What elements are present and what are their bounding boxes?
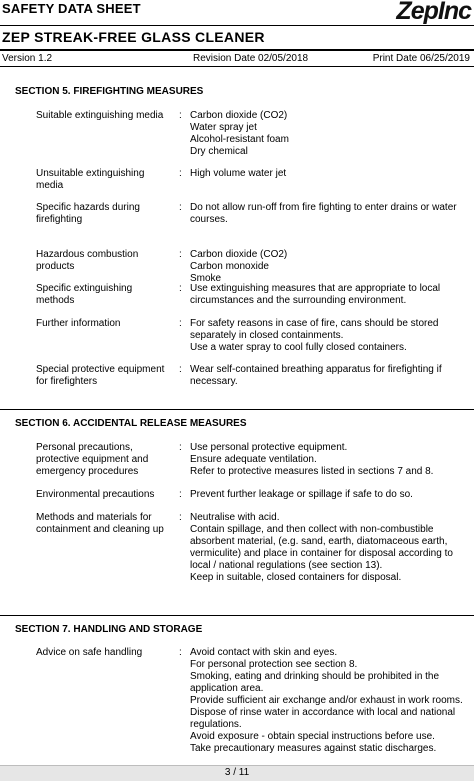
property-value-line: Wear self-contained breathing apparatus for firefighting if	[190, 364, 442, 375]
property-value-line: Keep in suitable, closed containers for disposal.	[190, 572, 402, 583]
property-value-line: Ensure adequate ventilation.	[190, 454, 317, 465]
property-value-line: local / national regulations (see section 13).	[190, 560, 383, 571]
property-label-line: Specific extinguishing	[36, 283, 133, 294]
property-value-line: Refer to protective measures listed in sections 7 and 8.	[190, 466, 434, 477]
property-value-line: Carbon dioxide (CO2)	[190, 249, 288, 260]
property-value-line: Take precautionary measures against static discharges.	[190, 743, 437, 754]
property-label-line: emergency procedures	[36, 466, 139, 477]
product-rule	[0, 49, 474, 51]
property-value-line: Dry chemical	[190, 146, 248, 157]
logo-suffix-text: Inc	[437, 0, 471, 25]
section-title: SECTION 5. FIREFIGHTING MEASURES	[15, 86, 204, 97]
property-value-line: Do not allow run-off from fire fighting to enter drains or water	[190, 202, 457, 213]
property-value-line: Neutralise with acid.	[190, 512, 280, 523]
property-value	[190, 647, 470, 755]
property-value-line: Dispose of rinse water in accordance with local and national	[190, 707, 456, 718]
property-label-line: Hazardous combustion	[36, 249, 139, 260]
property-label-line: media	[36, 180, 64, 191]
property-label-line: Special protective equipment	[36, 364, 165, 375]
product-name: ZEP STREAK-FREE GLASS CLEANER	[2, 29, 265, 45]
logo-main-text: Zep	[396, 0, 438, 25]
meta-rule	[0, 66, 474, 67]
property-value-line: High volume water jet	[190, 168, 287, 179]
property-value-line: For personal protection see section 8.	[190, 659, 358, 670]
property-value-line: Use a water spray to cool fully closed containers.	[190, 342, 407, 353]
property-label-line: Suitable extinguishing media	[36, 110, 164, 121]
property-label-line: Advice on safe handling	[36, 647, 143, 658]
property-label	[36, 168, 174, 192]
property-value-line: Avoid exposure - obtain special instructions before use.	[190, 731, 435, 742]
property-value-line: vermiculite) and place in container for disposal according to	[190, 548, 453, 559]
property-value-line: Water spray jet	[190, 122, 257, 133]
property-value-line: Use personal protective equipment.	[190, 442, 348, 453]
property-value-line: regulations.	[190, 719, 242, 730]
label-separator: :	[179, 249, 182, 260]
property-value-line: Carbon monoxide	[190, 261, 269, 272]
property-label-line: Environmental precautions	[36, 489, 155, 500]
property-value-line: courses.	[190, 214, 228, 225]
property-label-line: Methods and materials for	[36, 512, 152, 523]
property-label	[36, 283, 174, 307]
property-value-line: application area.	[190, 683, 264, 694]
property-value-line: Contain spillage, and then collect with non-combustible	[190, 524, 434, 535]
property-value	[190, 318, 470, 354]
version-text: Version 1.2	[2, 53, 53, 64]
label-separator: :	[179, 364, 182, 375]
header-rule	[0, 25, 474, 26]
property-value	[190, 249, 470, 285]
page-footer	[0, 765, 474, 781]
property-value	[190, 512, 470, 584]
label-separator: :	[179, 168, 182, 179]
section-title: SECTION 7. HANDLING AND STORAGE	[15, 624, 203, 635]
label-separator: :	[179, 202, 182, 213]
property-label-line: firefighting	[36, 214, 83, 225]
property-label-line: Further information	[36, 318, 121, 329]
property-label	[36, 647, 174, 659]
property-label	[36, 202, 174, 226]
property-label-line: Personal precautions,	[36, 442, 133, 453]
property-label-line: containment and cleaning up	[36, 524, 164, 535]
property-value	[190, 202, 470, 226]
property-value-line: Avoid contact with skin and eyes.	[190, 647, 338, 658]
label-separator: :	[179, 512, 182, 523]
property-label-line: protective equipment and	[36, 454, 149, 465]
property-value-line: Smoke	[190, 273, 222, 284]
label-separator: :	[179, 110, 182, 121]
property-label	[36, 364, 174, 388]
property-label	[36, 249, 174, 273]
property-value-line: Carbon dioxide (CO2)	[190, 110, 288, 121]
print-date: Print Date 06/25/2019	[372, 53, 470, 64]
label-separator: :	[179, 647, 182, 658]
property-value	[190, 364, 470, 388]
label-separator: :	[179, 318, 182, 329]
property-label-line: Unsuitable extinguishing	[36, 168, 145, 179]
revision-date: Revision Date 02/05/2018	[193, 53, 309, 64]
property-label	[36, 318, 174, 330]
label-separator: :	[179, 283, 182, 294]
property-value-line: circumstances and the surrounding environment.	[190, 295, 407, 306]
property-value	[190, 489, 470, 501]
property-value	[190, 168, 470, 180]
property-value	[190, 442, 470, 478]
property-value-line: Use extinguishing measures that are appropriate to local	[190, 283, 441, 294]
property-label	[36, 442, 174, 478]
property-value-line: necessary.	[190, 376, 238, 387]
label-separator: :	[179, 489, 182, 500]
section-rule	[0, 615, 474, 616]
property-value	[190, 110, 470, 158]
section-rule	[0, 409, 474, 410]
section-title: SECTION 6. ACCIDENTAL RELEASE MEASURES	[15, 418, 247, 429]
property-label-line: products	[36, 261, 75, 272]
doc-type-label: SAFETY DATA SHEET	[2, 1, 141, 16]
property-label-line: methods	[36, 295, 75, 306]
property-value-line: Prevent further leakage or spillage if safe to do so.	[190, 489, 413, 500]
property-label	[36, 489, 174, 501]
property-label-line: Specific hazards during	[36, 202, 140, 213]
page-number: 3 / 11	[224, 767, 250, 778]
property-value-line: Alcohol-resistant foam	[190, 134, 289, 145]
property-value-line: Smoking, eating and drinking should be prohibited in the	[190, 671, 440, 682]
sds-header	[0, 0, 474, 26]
property-value-line: Provide sufficient air exchange and/or exhaust in work rooms.	[190, 695, 463, 706]
property-value-line: absorbent material, (e.g. sand, earth, diatomaceous earth,	[190, 536, 448, 547]
property-label	[36, 110, 174, 122]
property-value-line: separately in closed containments.	[190, 330, 344, 341]
label-separator: :	[179, 442, 182, 453]
property-value-line: For safety reasons in case of fire, cans should be stored	[190, 318, 439, 329]
property-value	[190, 283, 470, 307]
property-label	[36, 512, 174, 536]
property-label-line: for firefighters	[36, 376, 98, 387]
zep-logo	[396, 0, 471, 26]
